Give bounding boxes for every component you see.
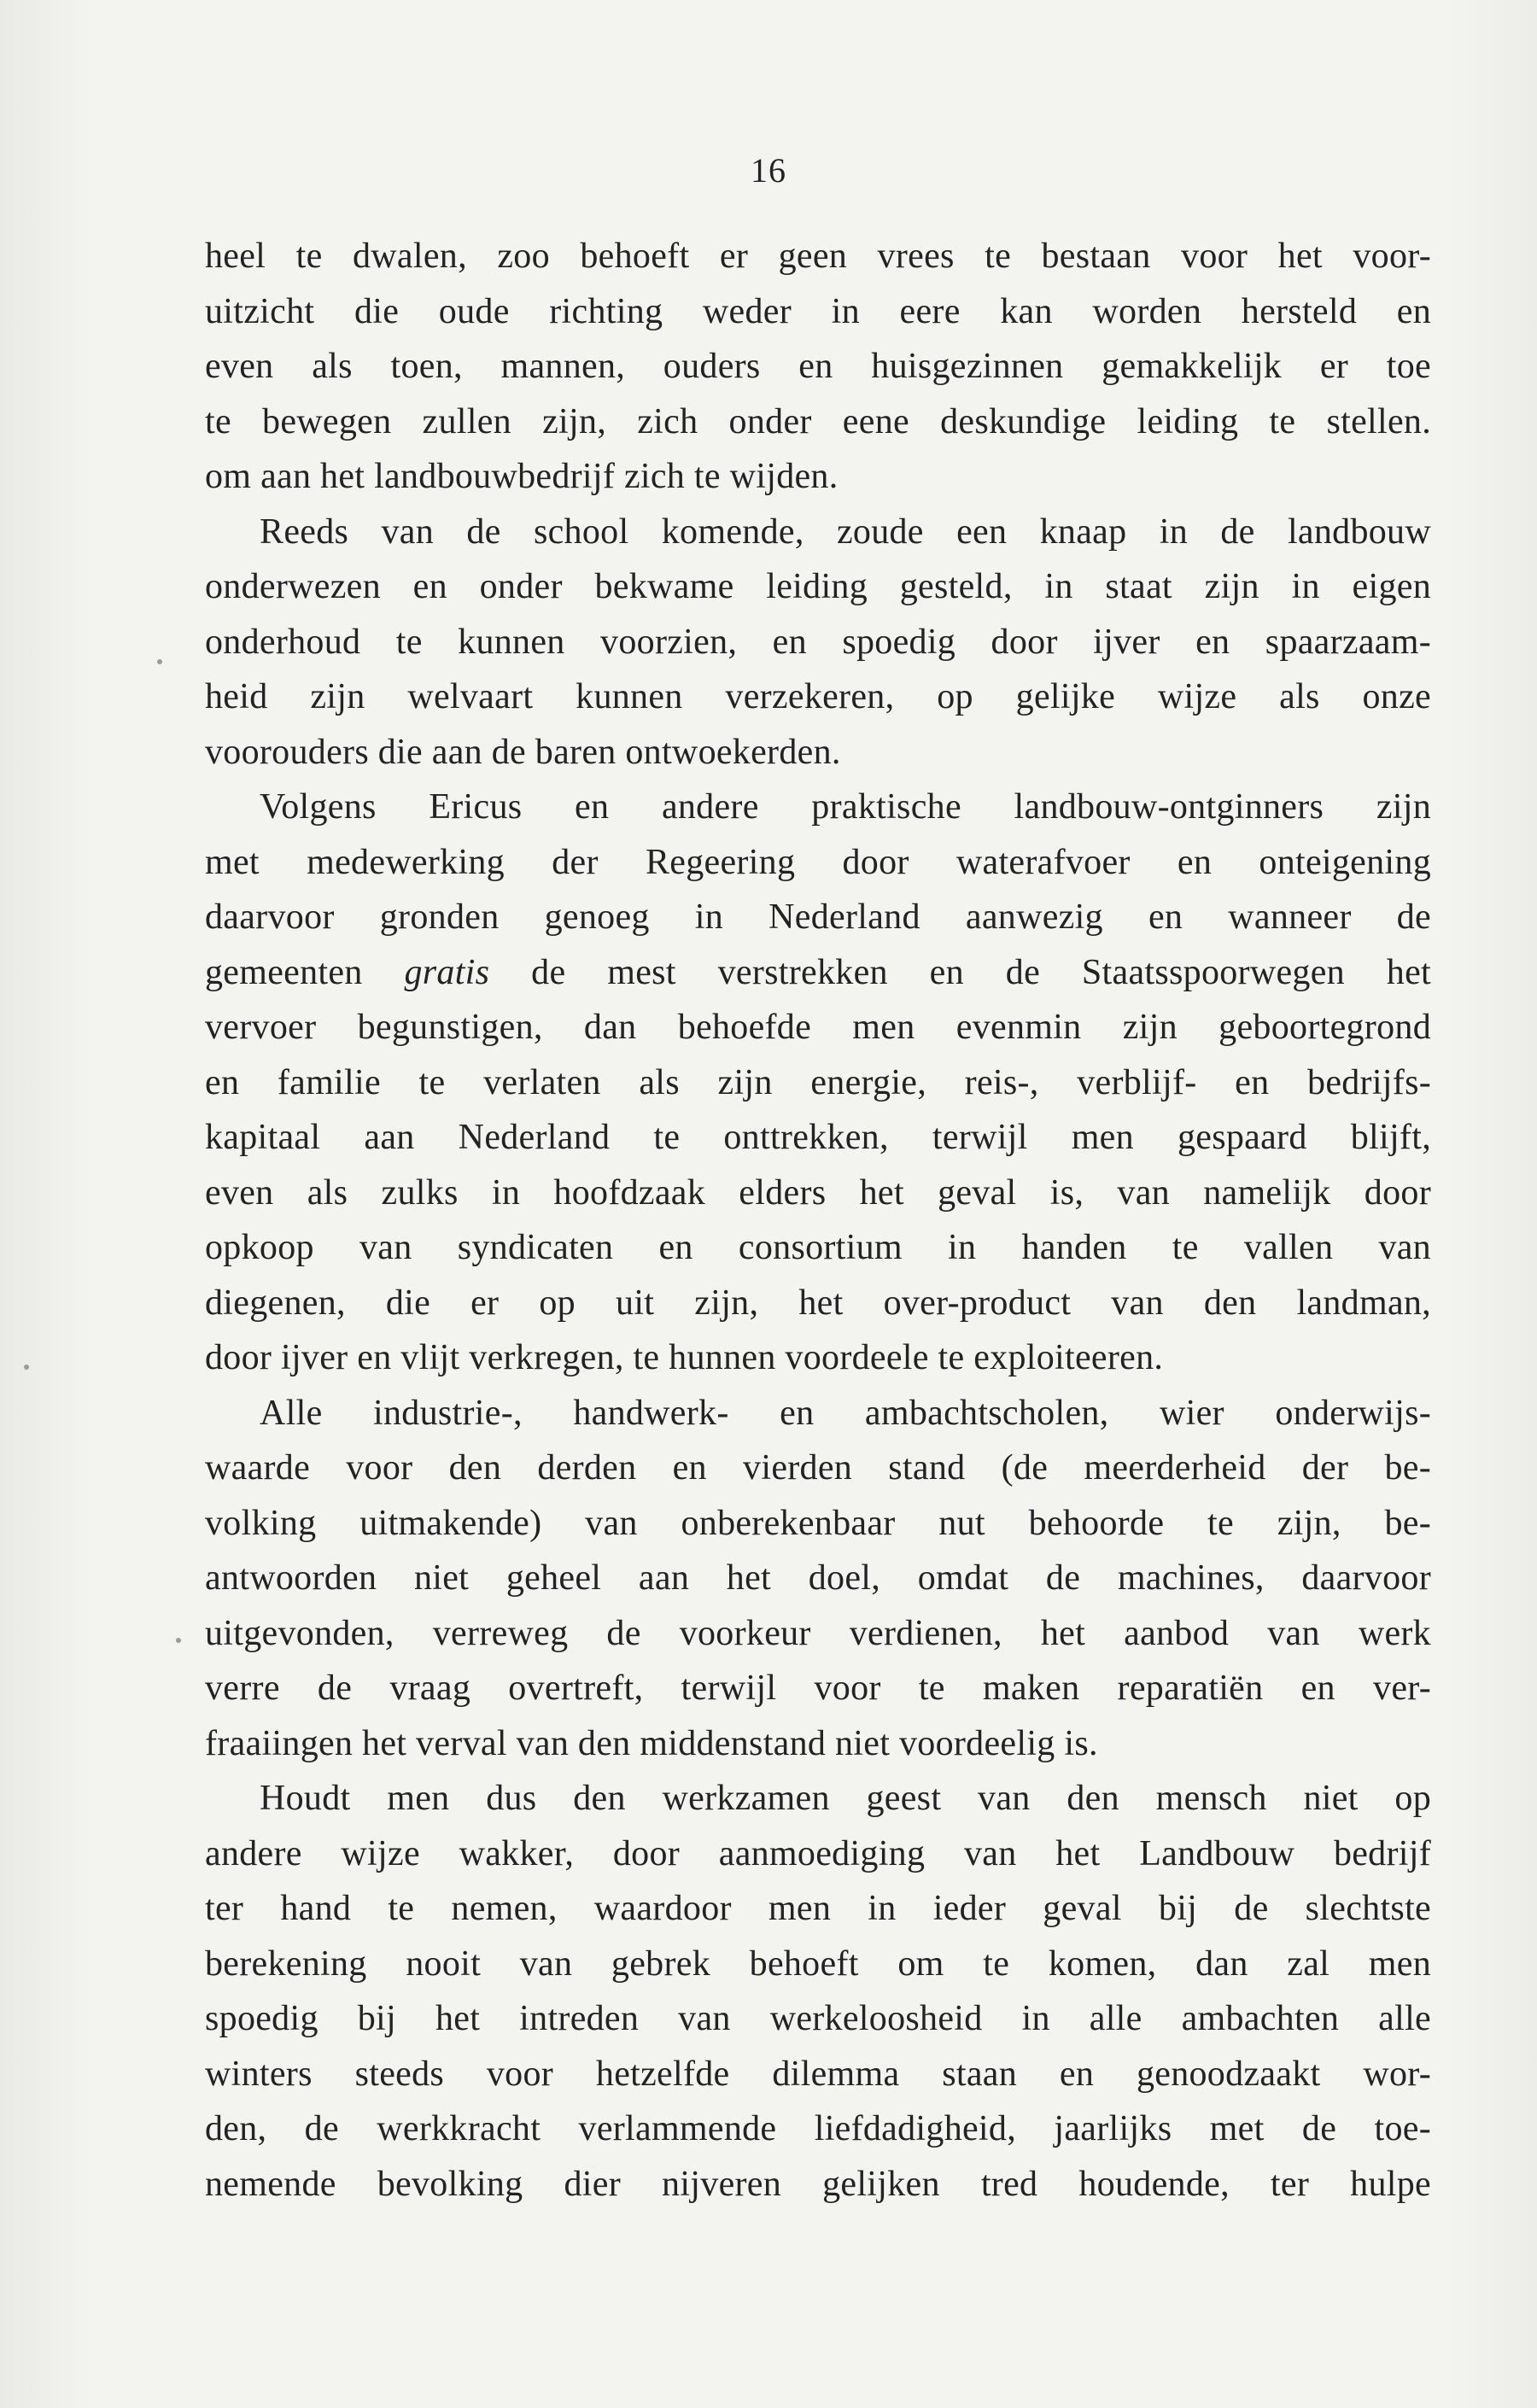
text-line: onderhoud te kunnen voorzien, en spoedig door ijver en spaarzaam- xyxy=(205,622,1431,662)
text-segment: de mest verstrekken en de Staatsspoorwegen het xyxy=(489,952,1432,992)
text-line: diegenen, die er op uit zijn, het over-product van den landman, xyxy=(205,1283,1431,1323)
text-segment: gemeenten xyxy=(205,952,405,992)
text-line: om aan het landbouwbedrijf zich te wijden. xyxy=(205,457,839,496)
text-line: heid zijn welvaart kunnen verzekeren, op gelijke wijze als onze xyxy=(205,677,1431,716)
text-line: daarvoor gronden genoeg in Nederland aanwezig en wanneer de xyxy=(205,897,1431,937)
text-line: uitgevonden, verreweg de voorkeur verdienen, het aanbod van werk xyxy=(205,1613,1431,1653)
text-line: Houdt men dus den werkzamen geest van den mensch niet op xyxy=(260,1779,1431,1818)
text-line: Reeds van de school komende, zoude een knaap in de landbouw xyxy=(260,511,1431,552)
paper-speck xyxy=(24,1365,29,1370)
text-line: door ijver en vlijt verkregen, te hunnen voordeele te exploiteeren. xyxy=(205,1338,1164,1377)
text-line: uitzicht die oude richting weder in eere kan worden hersteld en xyxy=(205,291,1431,331)
text-line: antwoorden niet geheel aan het doel, omdat de machines, daarvoor xyxy=(205,1558,1431,1598)
text-line: nemende bevolking dier nijveren gelijken tred houdende, ter hulpe xyxy=(205,2164,1431,2204)
text-line: te bewegen zullen zijn, zich onder eene deskundige leiding te stellen. xyxy=(205,401,1431,441)
text-line: onderwezen en onder bekwame leiding gesteld, in staat zijn in eigen xyxy=(205,567,1431,606)
text-line: Alle industrie-, handwerk- en ambachtscholen, wier onderwijs- xyxy=(260,1393,1431,1433)
text-line: den, de werkkracht verlammende liefdadigheid, jaarlijks met de toe- xyxy=(205,2109,1431,2148)
paper-speck xyxy=(157,659,162,664)
text-line: berekening nooit van gebrek behoeft om te komen, dan zal men xyxy=(205,1943,1431,1984)
text-line: verre de vraag overtreft, terwijl voor te maken reparatiën en ver- xyxy=(205,1669,1431,1708)
paper-speck xyxy=(176,1638,181,1643)
text-line: vervoer begunstigen, dan behoefde men evenmin zijn geboortegrond xyxy=(205,1008,1431,1047)
text-line: met medewerking der Regeering door waterafvoer en onteigening xyxy=(205,842,1431,882)
text-line: heel te dwalen, zoo behoeft er geen vrees te bestaan voor het voor- xyxy=(205,237,1431,276)
text-line: volking uitmakende) van onberekenbaar nut behoorde te zijn, be- xyxy=(205,1503,1431,1543)
text-line: opkoop van syndicaten en consortium in handen te vallen van xyxy=(205,1228,1431,1267)
text-line: Volgens Ericus en andere praktische landbouw-ontginners zijn xyxy=(260,787,1431,827)
text-line: ter hand te nemen, waardoor men in ieder geval bij de slechtste xyxy=(205,1889,1431,1928)
text-line: winters steeds voor hetzelfde dilemma staan en genoodzaakt wor- xyxy=(205,2054,1431,2094)
text-line: en familie te verlaten als zijn energie, reis-, verblijf- en bedrijfs- xyxy=(205,1062,1431,1102)
text-line: fraaiingen het verval van den middenstand niet voordeelig is. xyxy=(205,1723,1098,1763)
text-line: even als zulks in hoofdzaak elders het geval is, van namelijk door xyxy=(205,1172,1431,1213)
text-line: andere wijze wakker, door aanmoediging van het Landbouw bedrijf xyxy=(205,1833,1431,1873)
text-line xyxy=(205,945,1431,1001)
text-line: waarde voor den derden en vierden stand (de meerderheid der be- xyxy=(205,1448,1431,1487)
text-line: kapitaal aan Nederland te onttrekken, terwijl men gespaard blijft, xyxy=(205,1118,1431,1157)
text-line: voorouders die aan de baren ontwoekerden. xyxy=(205,732,841,772)
body-text xyxy=(205,229,1431,2212)
text-line: spoedig bij het intreden van werkeloosheid in alle ambachten alle xyxy=(205,1999,1431,2038)
text-line: even als toen, mannen, ouders en huisgezinnen gemakkelijk er toe xyxy=(205,347,1431,386)
page-number: 16 xyxy=(751,151,786,190)
italic-word: gratis xyxy=(404,952,490,992)
